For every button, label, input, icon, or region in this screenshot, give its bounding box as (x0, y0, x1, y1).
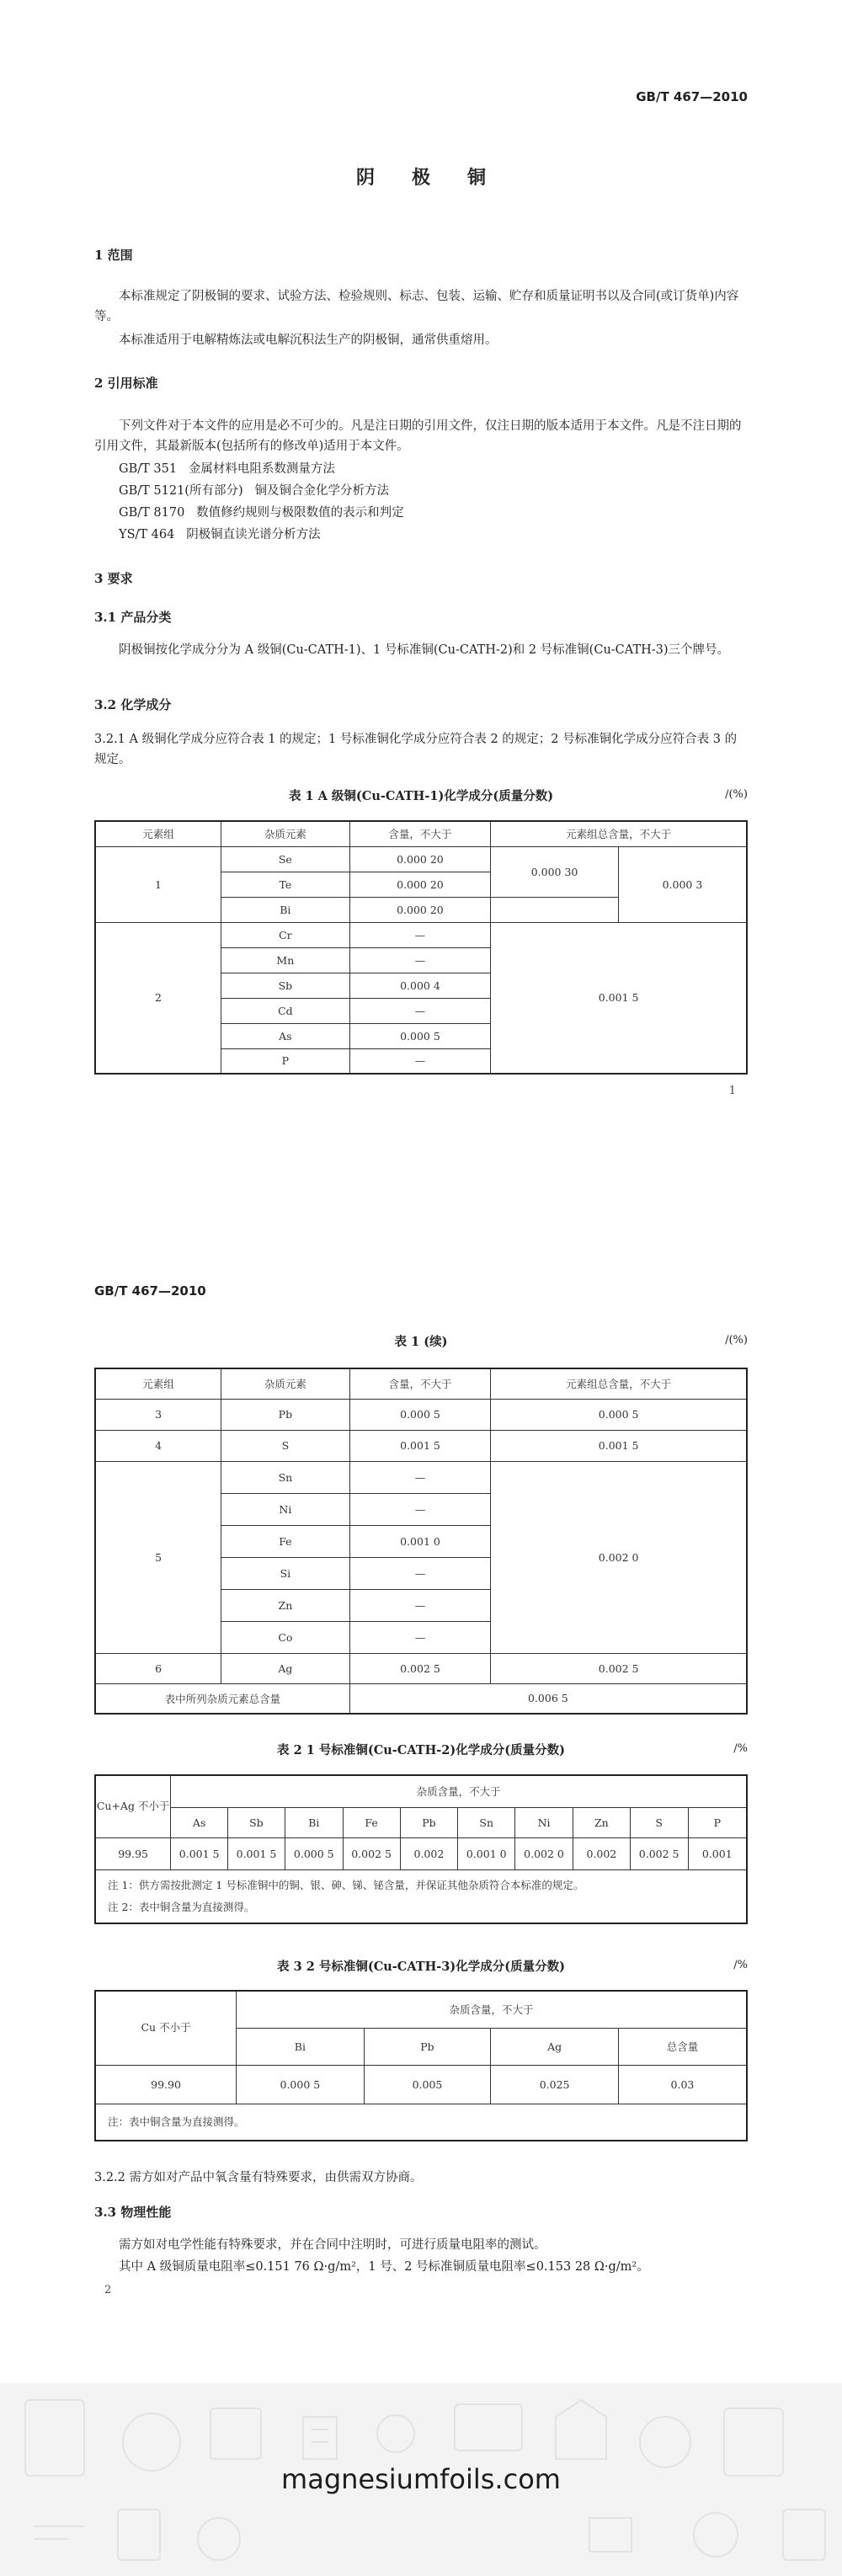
table-3 (94, 1990, 748, 2141)
references-intro: 下列文件对于本文件的应用是必不可少的。凡是注日期的引用文件，仅注日期的版本适用于本文件。凡是不注日期的引用文件，其最新版本(包括所有的修改单)适用于本文件。 (94, 419, 742, 453)
element-cell: Zn (221, 1589, 350, 1621)
element-cell: Cr (221, 922, 350, 947)
value-cell: 0.000 4 (349, 973, 491, 998)
element-cell: Cd (221, 998, 350, 1023)
table-header-cell: 含量，不大于 (349, 821, 491, 846)
value-cell: 0.000 5 (349, 1399, 491, 1430)
element-cell: Fe (221, 1525, 350, 1557)
group-total-cell: 0.000 3 (618, 846, 747, 922)
table-1-unit: /(%) (725, 1334, 748, 1347)
value-cell: 0.025 (491, 2065, 619, 2104)
value-cell: 0.001 5 (228, 1837, 285, 1869)
group-total-cell: 0.002 5 (491, 1653, 747, 1683)
impurity-group-header: 杂质含量，不大于 (237, 1991, 747, 2028)
element-cell: As (221, 1023, 350, 1048)
section-1-heading: 1 范围 (94, 248, 133, 263)
table-2 (94, 1774, 748, 1924)
reference-item: YS/T 464 阴极铜直读光谱分析方法 (119, 528, 321, 541)
scope-paragraph-2: 本标准适用于电解精炼法或电解沉积法生产的阴极铜，通常供重熔用。 (119, 333, 498, 347)
table-1-continued-caption: 表 1 (续) (394, 1335, 448, 1349)
value-cell: 0.001 5 (349, 1430, 491, 1461)
element-cell: Ag (221, 1653, 350, 1683)
empty-cell (491, 897, 619, 922)
physical-paragraph-1: 需方如对电学性能有特殊要求，并在合同中注明时，可进行质量电阻率的测试。 (119, 2238, 546, 2252)
value-cell: 0.000 20 (349, 872, 491, 897)
value-cell: 0.001 5 (171, 1837, 228, 1869)
element-header: Ni (515, 1807, 573, 1837)
page-number: 1 (728, 1085, 736, 1097)
table-1-caption: 表 1 A 级铜(Cu-CATH-1)化学成分(质量分数) (288, 789, 554, 803)
element-group-cell: 5 (95, 1461, 221, 1653)
group-total-cell: 0.001 5 (491, 922, 747, 1074)
table-header-cell: 元素组 (95, 1368, 221, 1399)
value-cell: — (349, 1589, 491, 1621)
reference-item: GB/T 5121(所有部分) 铜及铜合金化学分析方法 (119, 484, 389, 498)
element-group-cell: 1 (95, 846, 221, 922)
element-header: S (630, 1807, 688, 1837)
cu-value-cell: 99.90 (95, 2065, 237, 2104)
element-group-cell: 3 (95, 1399, 221, 1430)
element-cell: Bi (221, 897, 350, 922)
value-cell: 0.000 5 (285, 1837, 343, 1869)
value-cell: 0.001 0 (458, 1837, 515, 1869)
value-cell: 0.002 0 (515, 1837, 573, 1869)
element-header: Pb (400, 1807, 458, 1837)
element-header: 总含量 (618, 2028, 747, 2065)
section-3-2-2-paragraph: 3.2.2 需方如对产品中氧含量有特殊要求，由供需双方协商。 (94, 2171, 423, 2184)
impurity-group-header: 杂质含量，不大于 (171, 1775, 747, 1807)
value-cell: — (349, 947, 491, 973)
table-header-cell: 元素组总含量，不大于 (491, 821, 747, 846)
table-note: 注 2：表中铜含量为直接测得。 (108, 1900, 255, 1913)
section-3-1-heading: 3.1 产品分类 (94, 610, 172, 625)
value-cell: 0.001 0 (349, 1525, 491, 1557)
section-2-heading: 2 引用标准 (94, 376, 158, 391)
element-cell: Sb (221, 973, 350, 998)
element-group-cell: 2 (95, 922, 221, 1074)
section-3-heading: 3 要求 (94, 571, 133, 586)
table-1 (94, 820, 748, 1075)
value-cell: 0.000 5 (349, 1023, 491, 1048)
group-total-cell: 0.000 5 (491, 1399, 747, 1430)
section-3-2-1-paragraph: 3.2.1 A 级铜化学成分应符合表 1 的规定；1 号标准铜化学成分应符合表 2 的规定；2 号标准铜化学成分应符合表 3 的规定。 (94, 733, 738, 766)
reference-item: GB/T 8170 数值修约规则与极限数值的表示和判定 (119, 506, 404, 520)
element-header: Bi (285, 1807, 343, 1837)
cu-ag-header: Cu+Ag 不小于 (95, 1775, 171, 1837)
element-cell: Co (221, 1621, 350, 1653)
table-3-unit: /% (733, 1959, 748, 1971)
element-header: Fe (343, 1807, 400, 1837)
element-group-cell: 6 (95, 1653, 221, 1683)
reference-list (119, 458, 742, 546)
value-cell: 0.002 (573, 1837, 630, 1869)
footer-brand-text: magnesiumfoils.com (281, 2463, 561, 2495)
table-header-cell: 元素组总含量，不大于 (491, 1368, 747, 1399)
table-header-cell: 元素组 (95, 821, 221, 846)
element-cell: S (221, 1430, 350, 1461)
value-cell: 0.03 (618, 2065, 747, 2104)
value-cell: 0.002 5 (343, 1837, 400, 1869)
table-1-unit: /(%) (725, 788, 748, 801)
element-cell: Ni (221, 1493, 350, 1525)
total-value-cell: 0.006 5 (349, 1683, 747, 1714)
value-cell: — (349, 1493, 491, 1525)
element-cell: Mn (221, 947, 350, 973)
table-header-cell: 含量，不大于 (349, 1368, 491, 1399)
value-cell: 0.002 5 (630, 1837, 688, 1869)
table-2-unit: /% (733, 1742, 748, 1755)
table-3-note: 注：表中铜含量为直接测得。 (95, 2104, 747, 2141)
element-header: Ag (491, 2028, 619, 2065)
cu-header: Cu 不小于 (95, 1991, 237, 2065)
element-cell: P (221, 1048, 350, 1074)
value-cell: 0.001 (688, 1837, 747, 1869)
value-cell: 0.005 (364, 2065, 491, 2104)
value-cell: 0.000 20 (349, 897, 491, 922)
group-total-cell: 0.000 30 (491, 846, 619, 897)
value-cell: — (349, 998, 491, 1023)
element-header: P (688, 1807, 747, 1837)
value-cell: — (349, 1557, 491, 1589)
table-2-notes (95, 1869, 747, 1923)
value-cell: — (349, 1461, 491, 1493)
group-total-cell: 0.001 5 (491, 1430, 747, 1461)
value-cell: 0.000 20 (349, 846, 491, 872)
page-header: GB/T 467—2010 (94, 1283, 206, 1299)
value-cell: — (349, 1048, 491, 1074)
element-cell: Si (221, 1557, 350, 1589)
physical-paragraph-2: 其中 A 级铜质量电阻率≤0.151 76 Ω·g/m²，1 号、2 号标准铜质量电阻率≤0.153 28 Ω·g/m²。 (119, 2260, 649, 2274)
value-cell: 0.000 5 (237, 2065, 365, 2104)
table-header-cell: 杂质元素 (221, 821, 350, 846)
element-cell: Sn (221, 1461, 350, 1493)
element-cell: Pb (221, 1399, 350, 1430)
section-3-3-heading: 3.3 物理性能 (94, 2205, 172, 2220)
value-cell: 0.002 5 (349, 1653, 491, 1683)
page-1 (0, 0, 842, 1171)
page-header: GB/T 467—2010 (636, 89, 748, 104)
cu-value-cell: 99.95 (95, 1837, 171, 1869)
element-header: Pb (364, 2028, 491, 2065)
table-header-cell: 杂质元素 (221, 1368, 350, 1399)
section-3-2-heading: 3.2 化学成分 (94, 697, 172, 712)
table-1-continued (94, 1368, 748, 1715)
element-header: As (171, 1807, 228, 1837)
element-header: Zn (573, 1807, 630, 1837)
page-2 (0, 1238, 842, 2358)
document-title: 阴极铜 (355, 167, 523, 189)
reference-item: GB/T 351 金属材料电阻系数测量方法 (119, 462, 335, 476)
element-cell: Te (221, 872, 350, 897)
element-group-cell: 4 (95, 1430, 221, 1461)
table-2-caption: 表 2 1 号标准铜(Cu-CATH-2)化学成分(质量分数) (277, 1743, 565, 1757)
value-cell: — (349, 922, 491, 947)
element-header: Bi (237, 2028, 365, 2065)
table-note: 注 1：供方需按批测定 1 号标准铜中的铜、银、砷、锑、铋含量，并保证其他杂质符合本标准的规定。 (108, 1878, 584, 1891)
product-class-paragraph: 阴极铜按化学成分分为 A 级铜(Cu-CATH-1)、1 号标准铜(Cu-CATH-2)和 2 号标准铜(Cu-CATH-3)三个牌号。 (119, 643, 730, 657)
total-label-cell: 表中所列杂质元素总含量 (95, 1683, 349, 1714)
element-header: Sn (458, 1807, 515, 1837)
group-total-cell: 0.002 0 (491, 1461, 747, 1653)
value-cell: — (349, 1621, 491, 1653)
scope-paragraph-1: 本标准规定了阴极铜的要求、试验方法、检验规则、标志、包装、运输、贮存和质量证明书以及合同(或订货单)内容等。 (94, 290, 739, 323)
value-cell: 0.002 (400, 1837, 458, 1869)
element-header: Sb (228, 1807, 285, 1837)
table-3-caption: 表 3 2 号标准铜(Cu-CATH-3)化学成分(质量分数) (277, 1960, 565, 1974)
element-cell: Se (221, 846, 350, 872)
page-number: 2 (104, 2284, 112, 2296)
